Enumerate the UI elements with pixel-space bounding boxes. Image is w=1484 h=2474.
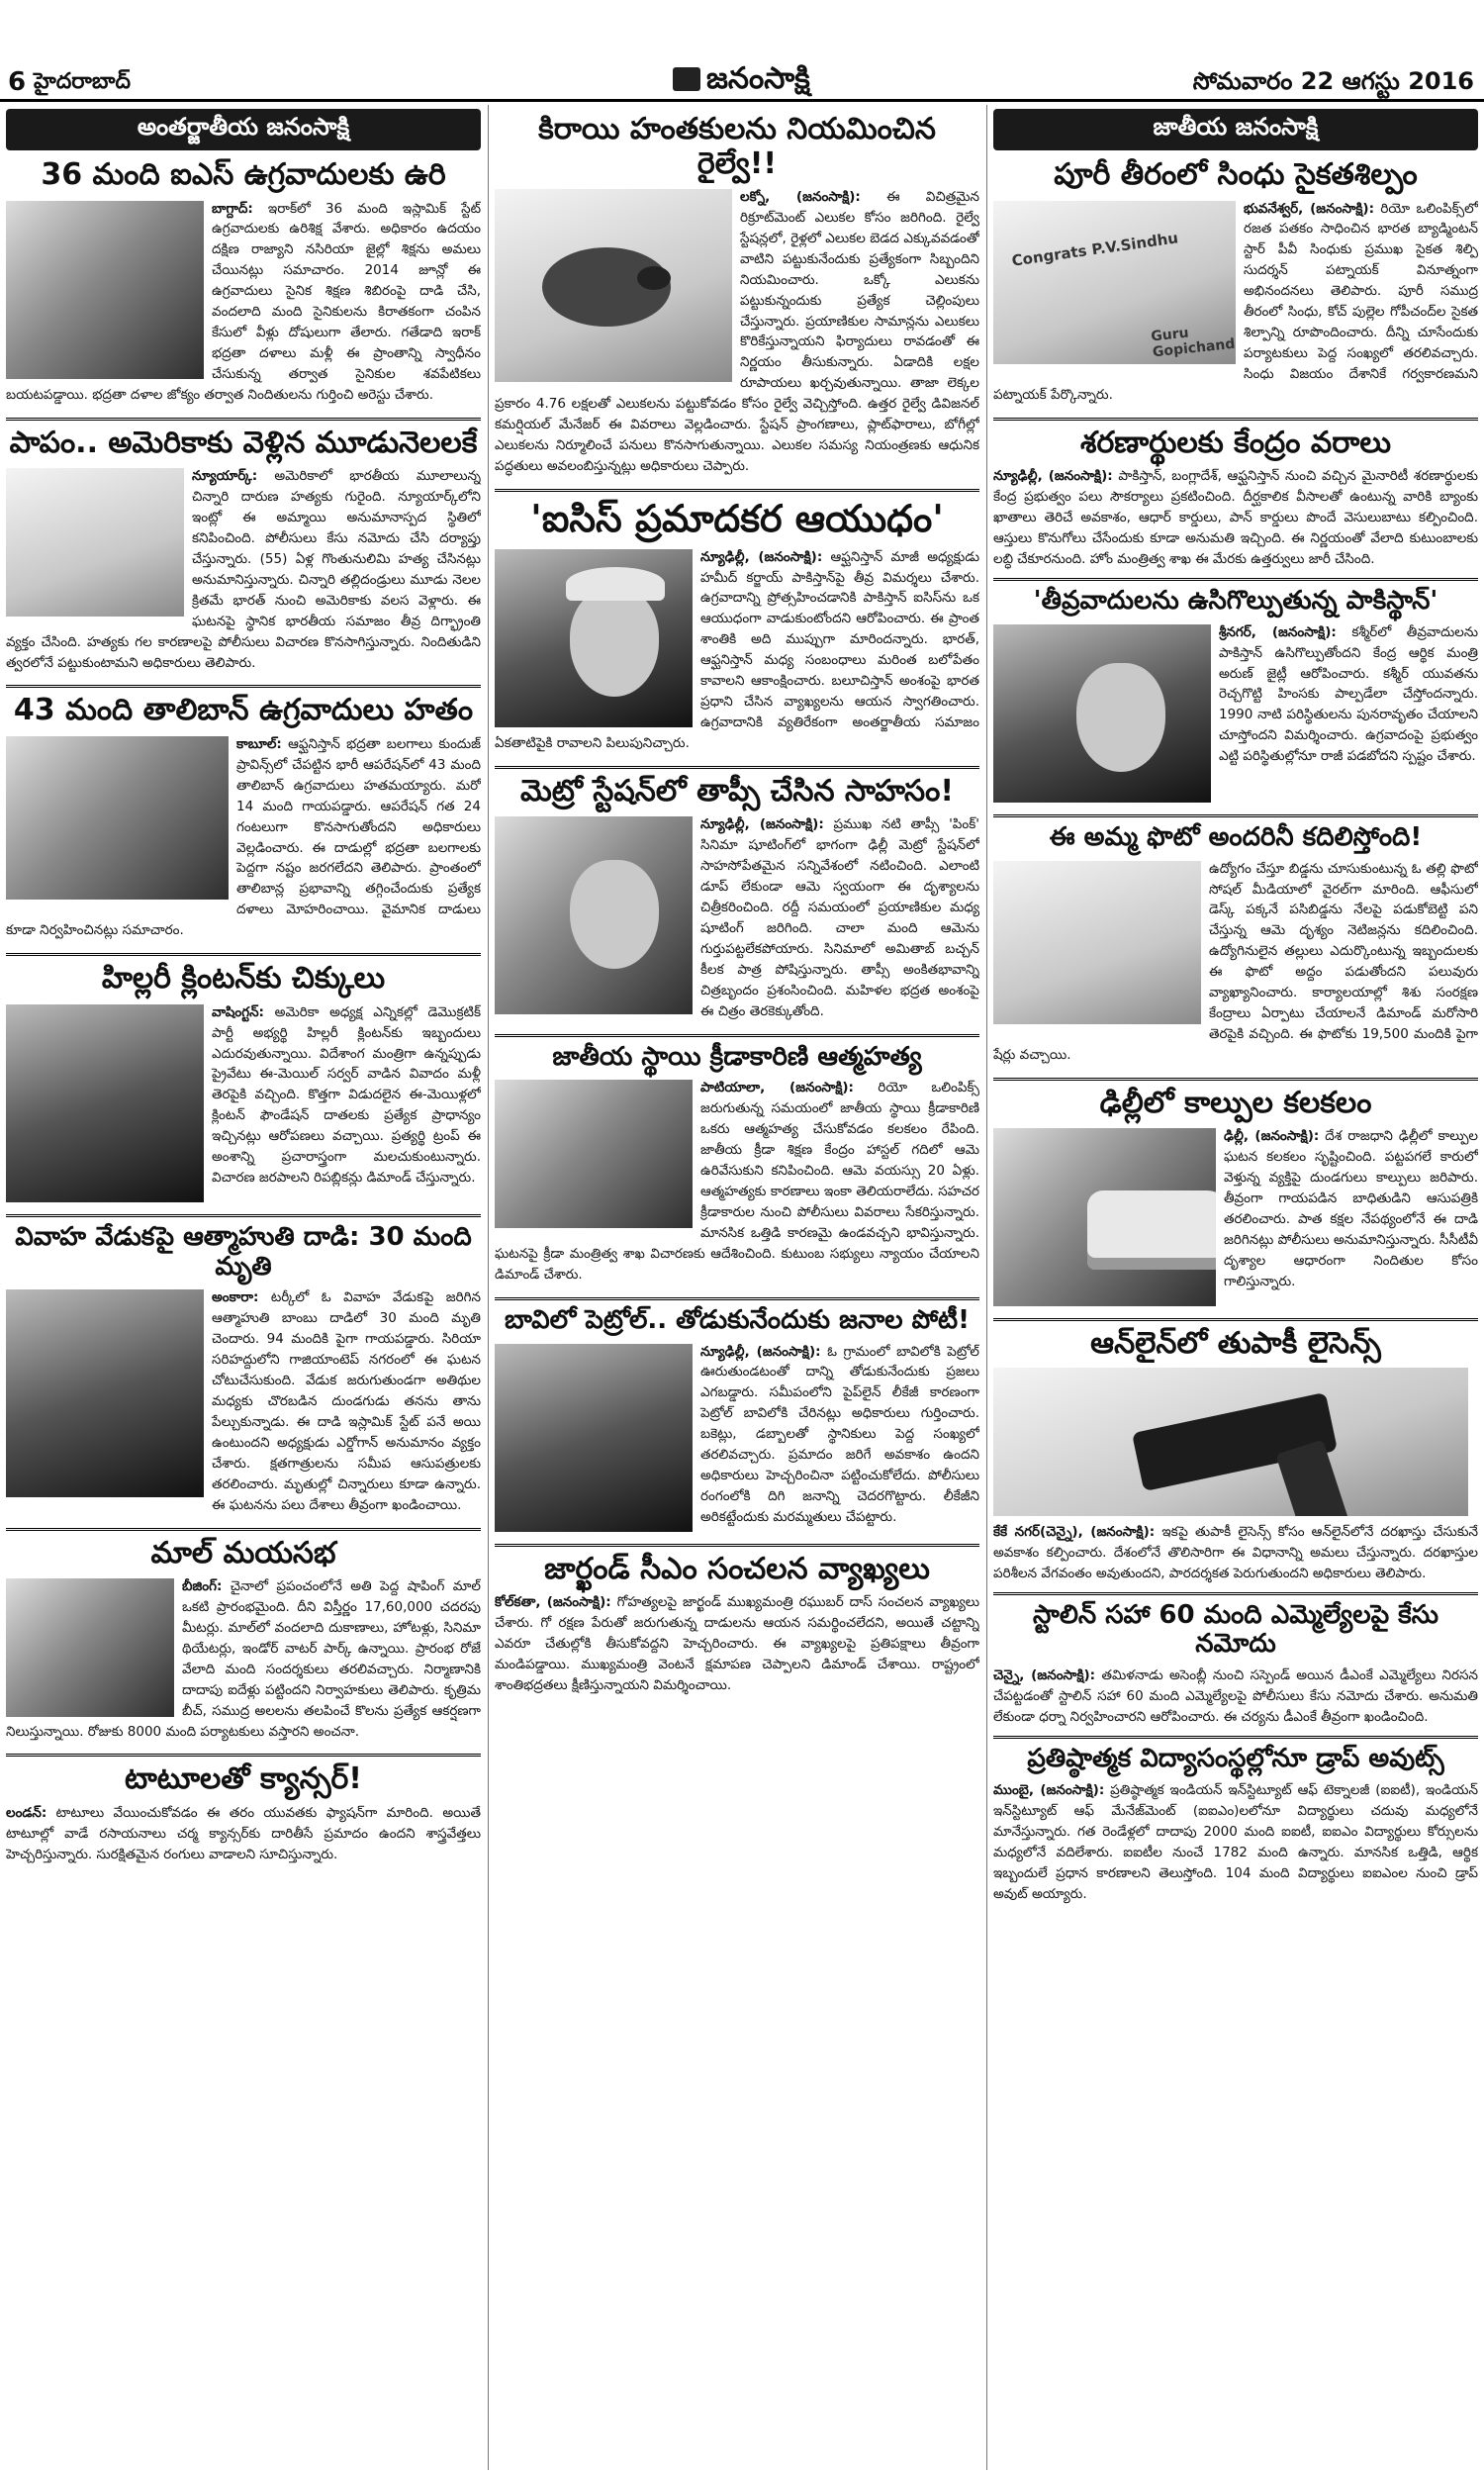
- article-body: అమెరికాలో భారతీయ మూలాలున్న చిన్నారి దారుణ హత్యకు గురైంది. న్యూయార్క్‌లోని ఇంట్లో ఈ అమ్మాయి అనుమానాస్పద స్థితిలో కనిపించింది. పోలీసులు కేసు నమోదు చేసి దర్యాప్తు చేస్తున్నారు. (55) ఏళ్ల గొంతునులిమి హత్య చేసినట్లు అనుమానిస్తున్నారు. చిన్నారి తల్లిదండ్రులు మూడు నెలల క్రితమే భారత్‌ నుంచి అమెరికాకు వలస వెళ్లారు. ఈ ఘటనపై స్థానిక భారతీయ సమాజం తీవ్ర దిగ్భ్రాంతి వ్యక్తం చేసింది. హత్యకు గల కారణాలపై పోలీసులు విచారణ కొనసాగిస్తున్నారు. నిందితుడిని త్వరలోనే పట్టుకుంటామని అధికారులు తెలిపారు.: [6, 468, 481, 671]
- dateline: ఢిల్లీ, (జనంసాక్షి):: [1224, 1128, 1320, 1145]
- article-body: దేశ రాజధాని ఢిల్లీలో కాల్పుల ఘటన కలకలం సృష్టించింది. పట్టపగలే కారులో వెళ్తున్న వ్యక్తిపై దుండగులు కాల్పులు జరిపారు. తీవ్రంగా గాయపడిన బాధితుడిని ఆసుపత్రికి తరలించారు. పాత కక్షల నేపథ్యంలోనే ఈ దాడి జరిగినట్లు పోలీసులు అనుమానిస్తున్నారు. సీసీటీవీ దృశ్యాల ఆధారంగా నిందితుల కోసం గాలిస్తున్నారు.: [1224, 1128, 1478, 1289]
- article-body: ప్రతిష్ఠాత్మక ఇండియన్‌ ఇన్‌స్టిట్యూట్‌ ఆఫ్‌ టెక్నాలజీ (ఐఐటీ), ఇండియన్‌ ఇన్‌స్టిట్యూట్‌ ఆఫ్‌ మేనేజ్‌మెంట్‌ (ఐఐఎం)లలోనూ విద్యార్థులు చదువు మధ్యలోనే మానేస్తున్నారు. గత రెండేళ్లలో దాదాపు 2000 మంది ఐఐటీ, ఐఐఎం విద్యార్థులు కోర్సులను మధ్యలోనే వదిలేశారు. ఐఐటీల నుంచే 1782 మంది ఉన్నారు. మానసిక ఒత్తిడి, ఆర్థిక ఇబ్బందులే ప్రధాన కారణాలని తెలుస్తోంది. 104 మంది విద్యార్థులు ఐఐఎంల నుంచి డ్రాప్‌ అవుట్‌ అయ్యారు.: [993, 1782, 1478, 1902]
- newspaper-brand: [673, 61, 810, 103]
- article-body: ఆఫ్ఘనిస్తాన్‌ భద్రతా బలగాలు కుందుజ్‌ ప్రావిన్స్‌లో చేపట్టిన భారీ ఆపరేషన్‌లో 43 మంది తాలిబాన్‌ ఉగ్రవాదులు హతమయ్యారు. మరో 14 మంది గాయపడ్డారు. ఆపరేషన్‌ గత 24 గంటలుగా కొనసాగుతోందని అధికారులు వెల్లడించారు. ఈ దాడుల్లో భద్రతా బలగాలకు పెద్దగా నష్టం జరగలేదని తెలిపారు. ప్రాంతంలో తాలిబాన్ల ప్రభావాన్ని తగ్గించేందుకు ప్రత్యేక దళాలు మోహరించాయి. వైమానిక దాడులు కూడా నిర్వహించినట్లు సమాచారం.: [6, 735, 481, 939]
- news-photo: [6, 468, 184, 617]
- article-body: ఇకపై తుపాకీ లైసెన్స్‌ కోసం ఆన్‌లైన్‌లోనే దరఖాస్తు చేసుకునే అవకాశం కల్పించారు. దేశంలోనే తొలిసారిగా ఈ విధానాన్ని అమలు చేస్తున్నారు. దరఖాస్తుల పరిశీలన వేగవంతం అవుతుందని, పారదర్శకత పెరుగుతుందని అధికారులు తెలిపారు.: [993, 1523, 1478, 1581]
- article-sindhu-sand-art: [993, 158, 1478, 410]
- article-body: చైనాలో ప్రపంచంలోనే అతి పెద్ద షాపింగ్‌ మాల్‌ ఒకటి ప్రారంభమైంది. దీని విస్తీర్ణం 17,60,000 చదరపు మీటర్లు. మాల్‌లో వందలాది దుకాణాలు, హోటళ్లు, సినిమా థియేటర్లు, ఇండోర్‌ వాటర్‌ పార్క్‌ ఉన్నాయి. ప్రారంభ రోజే వేలాది మంది సందర్శకులు తరలివచ్చారు. నిర్మాణానికి దాదాపు ఐదేళ్లు పట్టిందని నిర్వాహకులు తెలిపారు. కృత్రిమ బీచ్‌, సముద్ర అలలను తలపించే కొలను ప్రత్యేక ఆకర్షణగా నిలుస్తున్నాయి. రోజుకు 8000 మంది పర్యాటకులు వస్తారని అంచనా.: [6, 1578, 481, 1740]
- news-photo: [6, 1578, 174, 1717]
- article-body: ఇరాక్‌లో 36 మంది ఇస్లామిక్‌ స్టేట్‌ ఉగ్రవాదులకు ఉరిశిక్ష వేశారు. అధికారం ఉదయం దక్షిణ రాజ్యాని నసిరియా జైల్లో శిక్షను అమలు చేయినట్లు సమాచారం. 2014 జూన్లో ఈ ఉగ్రవాదులు సైనిక శిక్షణ శిబిరంపై దాడి చేసి, వందలాది మంది సైనికులను కిరాతకంగా చంపిన కేసులో వీళ్లు దోషులుగా తేలారు. గతేడాది ఇరాక్‌ భద్రతా దళాలు మళ్లీ ఈ ప్రాంతాన్ని స్వాధీనం చేసుకున్న తర్వాత సైనికుల శవపేటికలు బయటపడ్డాయి. భద్రతా దళాల జోక్యం తర్వాత నిందితులను గుర్తించి అరెస్టు చేశారు.: [6, 200, 481, 403]
- headline: హిల్లరీ క్లింటన్‌కు చిక్కులు: [6, 953, 481, 997]
- article-taapsee: [495, 766, 979, 1026]
- headline: ప్రతిష్ఠాత్మక విద్యాసంస్థల్లోనూ డ్రాప్‌ అవుట్స్‌: [993, 1736, 1478, 1774]
- headline: 36 మంది ఐఎస్‌ ఉగ్రవాదులకు ఉరి: [41, 157, 446, 192]
- dateline: న్యూఢిల్లీ, (జనంసాక్షి):: [993, 468, 1113, 485]
- dateline: లక్నో, (జనంసాక్షి):: [740, 189, 861, 205]
- news-photo: [6, 736, 229, 900]
- column-divider: [488, 105, 489, 2470]
- dateline: న్యూఢిల్లీ, (జనంసాక్షి):: [700, 816, 824, 833]
- headline: టాటూలతో క్యాన్సర్‌!: [6, 1754, 481, 1797]
- headline: వివాహ వేడుకపై ఆత్మాహుతి దాడి: 30 మంది మృతి: [6, 1214, 481, 1283]
- column-divider: [986, 105, 987, 2470]
- article-gun-license: [993, 1318, 1478, 1583]
- rat-photo: [495, 189, 732, 382]
- dateline: కాబూల్‌:: [236, 735, 282, 752]
- headline: కిరాయి హంతకులను నియమించిన రైల్వే!!: [538, 112, 936, 181]
- article-body: ఓ గ్రామంలో బావిలోకి పెట్రోల్‌ ఊరుతుండటంతో దాన్ని తోడుకునేందుకు ప్రజలు ఎగబడ్డారు. సమీపంలోని పైప్‌లైన్‌ లీకేజీ కారణంగా పెట్రోల్‌ బావిలోకి చేరినట్లు అధికారులు గుర్తించారు. బకెట్లు, డబ్బాలతో స్థానికులు పెద్ద సంఖ్యలో తరలివచ్చారు. ప్రమాదం జరిగే అవకాశం ఉందని అధికారులు హెచ్చరించినా పట్టించుకోలేదు. పోలీసులు రంగంలోకి దిగి జనాన్ని చెదరగొట్టారు. లీకేజీని అరికట్టేందుకు మరమ్మతులు చేపట్టారు.: [700, 1343, 979, 1525]
- article-stalin: [993, 1592, 1478, 1729]
- headline: జార్ఖండ్‌ సీఎం సంచలన వ్యాఖ్యలు: [495, 1544, 979, 1587]
- article-tattoo: [6, 1754, 481, 1864]
- dateline: బీజింగ్‌:: [182, 1578, 223, 1595]
- article-body: రియో ఒలింపిక్స్‌ జరుగుతున్న సమయంలో జాతీయ స్థాయి క్రీడాకారిణి ఒకరు ఆత్మహత్య చేసుకోవడం కలకలం రేపింది. జాతీయ క్రీడా శిక్షణ కేంద్రం హాస్టల్‌ గదిలో ఆమె ఉరివేసుకుని కనిపించింది. ఆమె వయస్సు 20 ఏళ్లు. ఆత్మహత్యకు కారణాలు ఇంకా తెలియరాలేదు. సహచర క్రీడాకారుల నుంచి పోలీసులు వివరాలు సేకరిస్తున్నారు. మానసిక ఒత్తిడి కారణమై ఉండవచ్చని భావిస్తున్నారు. ఘటనపై క్రీడా మంత్రిత్వ శాఖ విచారణకు ఆదేశించింది. కుటుంబ సభ్యులు న్యాయం చేయాలని డిమాండ్‌ చేశారు.: [495, 1080, 979, 1283]
- headline: ఆన్‌లైన్‌లో తుపాకీ లైసెన్స్‌: [993, 1318, 1478, 1362]
- news-photo: [495, 1080, 693, 1228]
- news-photo: [6, 201, 204, 379]
- news-photo: [993, 624, 1211, 803]
- dateline: బాగ్దాద్‌:: [212, 200, 253, 217]
- article-body: తమిళనాడు అసెంబ్లీ నుంచి సస్పెండ్‌ అయిన డీఎంకే ఎమ్మెల్యేలు నిరసన చేపట్టడంతో స్టాలిన్‌ సహా 60 మంది ఎమ్మెల్యేలపై పోలీసులు కేసు నమోదు చేశారు. అనుమతి లేకుండా ధర్నా నిర్వహించారని ఆరోపించారు. ఈ చర్యను డీఎంకే తీవ్రంగా ఖండించింది.: [993, 1667, 1478, 1726]
- article-is-executions: [6, 158, 481, 410]
- right-column: [993, 105, 1478, 2470]
- article-jharkhand-cm: [495, 1544, 979, 1696]
- dateline: పాటియాలా, (జనంసాక్షి):: [700, 1080, 854, 1096]
- article-mother-photo: [993, 814, 1478, 1070]
- headline: శరణార్థులకు కేంద్రం వరాలు: [993, 418, 1478, 461]
- gun-photo: [993, 1368, 1468, 1516]
- article-karzai: [495, 489, 979, 758]
- dateline: శ్రీనగర్‌, (జనంసాక్షి):: [1219, 623, 1337, 640]
- dateline: న్యూయార్క్‌:: [192, 468, 258, 485]
- article-body: ఈ విచిత్రమైన రిక్రూట్‌మెంట్‌ ఎలుకల కోసం జరిగింది. రైల్వే స్టేషన్లలో, రైళ్లలో ఎలుకల బెడద ఎక్కువవడంతో వాటిని పట్టుకునేందుకు ప్రత్యేకంగా సిబ్బందిని నియమించారు. ఒక్కో ఎలుకను పట్టుకున్నందుకు ప్రత్యేక చెల్లింపులు చేస్తున్నారు. ప్రయాణికుల సామాన్లను ఎలుకలు కొరికేస్తున్నాయని ఫిర్యాదులు రావడంతో ఈ నిర్ణయం తీసుకున్నారు. ఏడాదికి లక్షల రూపాయలు ఖర్చవుతున్నాయి. తాజా లెక్కల ప్రకారం 4.76 లక్షలతో ఎలుకలను పట్టుకోవడం కోసం రైల్వే వెచ్చిస్తోంది. ఉత్తర రైల్వే డివిజనల్‌ కమర్షియల్‌ మేనేజర్‌ ఈ వివరాలు వెల్లడించారు. స్టేషన్‌ ప్రాంగణాలు, ప్లాట్‌ఫారాలు, బోగీల్లో ఎలుకలను నిర్మూలించే పనులు కొనసాగుతున్నాయి. ఎలుకల సమస్య నియంత్రణకు ఆధునిక పద్ధతులు అవలంబిస్తున్నట్లు అధికారులు చెప్పారు.: [495, 189, 979, 474]
- article-delhi-firing: [993, 1078, 1478, 1311]
- article-body: ఉద్యోగం చేస్తూ బిడ్డను చూసుకుంటున్న ఓ తల్లి ఫొటో సోషల్‌ మీడియాలో వైరల్‌గా మారింది. ఆఫీసులో డెస్క్‌ పక్కనే పసిబిడ్డను నేలపై పడుకోబెట్టి పని చేస్తున్న ఆమె దృశ్యం నెటిజన్లను కదిలించింది. ఉద్యోగినులైన తల్లులు ఎదుర్కొంటున్న ఇబ్బందులకు ఈ ఫొటో అద్దం పడుతోందని పలువురు వ్యాఖ్యానించారు. కార్యాలయాల్లో శిశు సంరక్షణ కేంద్రాలు ఏర్పాటు చేయాలనే డిమాండ్‌ మరోసారి తెరపైకి వచ్చింది. ఈ ఫొటోకు 19,500 మందికి పైగా షేర్లు వచ్చాయి.: [993, 860, 1478, 1063]
- headline: 'తీవ్రవాదులను ఉసిగొల్పుతున్న పాకిస్థాన్‌': [993, 578, 1478, 617]
- section-banner-national: జాతీయ జనంసాక్షి: [993, 109, 1478, 150]
- article-hillary: [6, 953, 481, 1206]
- logo-icon: [673, 67, 700, 91]
- dateline: న్యూఢిల్లీ, (జనంసాక్షి):: [700, 548, 823, 565]
- headline: పూరీ తీరంలో సింధు సైకతశిల్పం: [1054, 157, 1418, 192]
- masthead-rule: [0, 99, 1484, 102]
- headline: ఈ అమ్మ ఫొటో అందరినీ కదిలిస్తోంది!: [993, 814, 1478, 853]
- article-petrol-well: [495, 1297, 979, 1536]
- dateline: కోల్‌కతా, (జనంసాక్షి):: [495, 1594, 611, 1611]
- dateline: భువనేశ్వర్‌, (జనంసాక్షి):: [1244, 200, 1374, 217]
- article-jaitley: [993, 578, 1478, 807]
- masthead: [0, 0, 1484, 95]
- article-refugees: [993, 418, 1478, 570]
- dateline: చెన్నై, (జనంసాక్షి):: [993, 1667, 1096, 1684]
- headline: మెట్రో స్టేషన్‌లో తాప్సీ చేసిన సాహసం!: [495, 766, 979, 809]
- headline: ఢిల్లీలో కాల్పుల కలకలం: [993, 1078, 1478, 1121]
- dateline: ముంబై, (జనంసాక్షి):: [993, 1782, 1105, 1799]
- article-wedding-attack: [6, 1214, 481, 1520]
- article-taliban: [6, 685, 481, 945]
- article-body: పాకిస్తాన్‌, బంగ్లాదేశ్‌, ఆఫ్ఘనిస్తాన్‌ నుంచి వచ్చిన మైనారిటీ శరణార్థులకు కేంద్ర ప్రభుత్వం పలు సౌకర్యాలు ప్రకటించింది. దీర్ఘకాలిక వీసాలతో ఉంటున్న వారికి బ్యాంకు ఖాతాలు తెరిచే అవకాశం, ఆధార్‌ కార్డులు, పాన్‌ కార్డులు పొందే వెసులుబాటు కల్పించింది. ఆస్తులు కొనుగోలు చేసేందుకు కూడా అనుమతి ఇచ్చింది. ఈ నిర్ణయంతో వేలాది కుటుంబాలకు లబ్ధి చేకూరనుంది. హోం మంత్రిత్వ శాఖ ఈ మేరకు ఉత్తర్వులు జారీ చేసింది.: [993, 468, 1478, 567]
- left-column: [6, 105, 481, 2470]
- news-photo: [6, 1289, 204, 1497]
- news-photo: [993, 1128, 1216, 1306]
- headline: స్టాలిన్‌ సహా 60 మంది ఎమ్మెల్యేలపై కేసు నమోదు: [993, 1592, 1478, 1661]
- article-girl-us: [6, 418, 481, 678]
- dateline: అంకారా:: [212, 1289, 259, 1306]
- headline: మాల్‌ మయసభ: [6, 1528, 481, 1571]
- headline: బావిలో పెట్రోల్‌.. తోడుకునేందుకు జనాల పోటీ!: [495, 1297, 979, 1336]
- article-mall: [6, 1528, 481, 1747]
- news-photo: [495, 816, 693, 1014]
- middle-column: [495, 105, 979, 2470]
- article-body: అమెరికా అధ్యక్ష ఎన్నికల్లో డెమొక్రటిక్‌ పార్టీ అభ్యర్థి హిల్లరీ క్లింటన్‌కు ఇబ్బందులు ఎదురవుతున్నాయి. విదేశాంగ మంత్రిగా ఉన్నప్పుడు ప్రైవేటు ఈ-మెయిల్‌ సర్వర్‌ వాడిన వివాదం మళ్లీ తెరపైకి వచ్చింది. కొత్తగా విడుదలైన ఈ-మెయిళ్లలో క్లింటన్‌ ఫౌండేషన్‌ దాతలకు ప్రత్యేక ప్రాధాన్యం ఇచ్చినట్లు ఆరోపణలు వచ్చాయి. ప్రత్యర్థి ట్రంప్‌ ఈ అంశాన్ని ప్రచారాస్త్రంగా మలచుకుంటున్నారు. విచారణ జరపాలని రిపబ్లికన్లు డిమాండ్‌ చేస్తున్నారు.: [212, 1003, 481, 1187]
- issue-date: సోమవారం 22 ఆగస్టు 2016: [1192, 67, 1474, 95]
- section-banner-international: అంతర్జాతీయ జనంసాక్షి: [6, 109, 481, 150]
- news-photo: [495, 1344, 693, 1532]
- news-photo: [6, 1004, 204, 1202]
- dateline: న్యూఢిల్లీ, (జనంసాక్షి):: [700, 1343, 821, 1360]
- headline: 'ఐసిస్‌ ప్రమాదకర ఆయుధం': [495, 489, 979, 541]
- article-body: టర్కీలో ఓ వివాహ వేడుకపై జరిగిన ఆత్మాహుతి బాంబు దాడిలో 30 మంది మృతి చెందారు. 94 మందికి పైగా గాయపడ్డారు. సిరియా సరిహద్దులోని గాజియాంటెప్‌ నగరంలో ఈ ఘటన చోటుచేసుకుంది. వేడుక జరుగుతుండగా అతిథుల మధ్యకు చొరబడిన దుండగుడు తనను తాను పేల్చుకున్నాడు. ఈ దాడి ఇస్లామిక్‌ స్టేట్‌ పనే అయి ఉంటుందని అధ్యక్షుడు ఎర్డోగాన్‌ అనుమానం వ్యక్తం చేశారు. క్షతగాత్రులను సమీప ఆసుపత్రులకు తరలించారు. మృతుల్లో చిన్నారులు కూడా ఉన్నారు. ఈ ఘటనను పలు దేశాలు తీవ్రంగా ఖండించాయి.: [212, 1289, 481, 1513]
- brand-text: జనంసాక్షి: [706, 61, 810, 96]
- news-photo: [993, 861, 1201, 1024]
- news-photo: [495, 549, 693, 727]
- article-athlete: [495, 1034, 979, 1289]
- article-railway-rats: [495, 113, 979, 481]
- headline: పాపం.. అమెరికాకు వెళ్లిన మూడునెలలకే: [6, 418, 481, 461]
- edition-city: హైదరాబాద్: [34, 69, 131, 94]
- article-body: గోహత్యలపై జార్ఖండ్‌ ముఖ్యమంత్రి రఘుబర్‌ దాస్‌ సంచలన వ్యాఖ్యలు చేశారు. గో రక్షణ పేరుతో జరుగుతున్న దాడులను ఆయన సమర్థించలేదని, అయితే చట్టాన్ని ఎవరూ చేతుల్లోకి తీసుకోవద్దని హెచ్చరించారు. ఈ వ్యాఖ్యలపై ప్రతిపక్షాలు తీవ్రంగా మండిపడ్డాయి. ముఖ్యమంత్రి వెంటనే క్షమాపణ చెప్పాలని డిమాండ్‌ చేశాయి. రాష్ట్రంలో శాంతిభద్రతలు క్షీణిస్తున్నాయని విమర్శించాయి.: [495, 1594, 979, 1693]
- headline: జాతీయ స్థాయి క్రీడాకారిణి ఆత్మహత్య: [495, 1034, 979, 1073]
- sand-art-caption: Congrats P.V.Sindhu: [1010, 228, 1180, 270]
- sand-art-photo: [993, 201, 1236, 364]
- article-body: కశ్మీర్‌లో తీవ్రవాదులను పాకిస్తాన్‌ ఉసిగొల్పుతోందని కేంద్ర ఆర్థిక మంత్రి అరుణ్‌ జైట్లీ ఆరోపించారు. కశ్మీర్‌ యువతను రెచ్చగొట్టి హింసకు పాల్పడేలా చేస్తోందన్నారు. 1990 నాటి పరిస్థితులను పునరావృతం చేయాలని చూస్తోందని విమర్శించారు. ఉగ్రవాదంపై ప్రభుత్వం ఎట్టి పరిస్థితుల్లోనూ రాజీ పడబోదని స్పష్టం చేశారు.: [1219, 623, 1478, 765]
- article-dropouts: [993, 1736, 1478, 1904]
- article-body: టాటూలు వేయించుకోవడం ఈ తరం యువతకు ఫ్యాషన్‌గా మారింది. అయితే టాటూల్లో వాడే రసాయనాలు చర్మ క్యాన్సర్‌కు దారితీసే ప్రమాదం ఉందని శాస్త్రవేత్తలు హెచ్చరిస్తున్నారు. సురక్షితమైన రంగులు వాడాలని సూచిస్తున్నారు.: [6, 1804, 481, 1862]
- dateline: కేకే నగర్‌(చెన్నై), (జనంసాక్షి):: [993, 1523, 1156, 1540]
- dateline: వాషింగ్టన్‌:: [212, 1003, 264, 1020]
- headline: 43 మంది తాలిబాన్‌ ఉగ్రవాదులు హతం: [6, 685, 481, 728]
- sand-art-caption: Guru Gopichand: [1150, 325, 1236, 360]
- page-number: 6: [8, 67, 27, 97]
- article-body: ప్రముఖ నటి తాప్సీ 'పింక్‌' సినిమా షూటింగ్‌లో భాగంగా ఢిల్లీ మెట్రో స్టేషన్‌లో సాహసోపేతమైన సన్నివేశంలో నటించింది. ఎలాంటి డూప్‌ లేకుండా ఆమె స్వయంగా ఈ దృశ్యాలను చిత్రీకరించింది. రద్దీ సమయంలో ప్రయాణికుల మధ్య షూటింగ్‌ జరిగింది. చాలా మంది ఆమెను గుర్తుపట్టలేకపోయారు. సినిమాలో అమితాబ్‌ బచ్చన్‌ కీలక పాత్ర పోషిస్తున్నారు. తాప్సీ అంకితభావాన్ని చిత్రబృందం ప్రశంసించింది. మహిళల భద్రత అంశంపై ఈ చిత్రం తెరకెక్కుతోంది.: [700, 816, 979, 1019]
- article-body: రియో ఒలింపిక్స్‌లో రజత పతకం సాధించిన భారత బ్యాడ్మింటన్‌ స్టార్‌ పీవీ సింధుకు ప్రముఖ సైకత శిల్పి సుదర్శన్‌ పట్నాయక్‌ వినూత్నంగా అభినందనలు తెలిపారు. పూరీ సముద్ర తీరంలో సింధు, కోచ్‌ పుల్లెల గోపీచంద్‌ల సైకత శిల్పాన్ని రూపొందించారు. దీన్ని చూసేందుకు పర్యాటకులు పెద్ద సంఖ్యలో తరలివచ్చారు. సింధు విజయం దేశానికే గర్వకారణమని పట్నాయక్‌ పేర్కొన్నారు.: [993, 200, 1478, 403]
- article-body: ఆఫ్ఘనిస్తాన్‌ మాజీ అధ్యక్షుడు హమీద్‌ కర్జాయ్‌ పాకిస్తాన్‌పై తీవ్ర విమర్శలు చేశారు. ఉగ్రవాదాన్ని ప్రోత్సహించడానికి పాకిస్తాన్‌ ఐసిస్‌ను ఒక ఆయుధంగా వాడుకుంటోందని ఆరోపించారు. ఈ ప్రాంత శాంతికి అది ముప్పుగా మారిందన్నారు. భారత్‌, ఆఫ్ఘనిస్తాన్‌ మధ్య సంబంధాలు మరింత బలోపేతం కావాలని ఆకాంక్షించారు. బలూచిస్తాన్‌ అంశంపై భారత ప్రధాని చేసిన వ్యాఖ్యలను ఆయన స్వాగతించారు. ఉగ్రవాదానికి వ్యతిరేకంగా అంతర్జాతీయ సమాజం ఏకతాటిపైకి రావాలని పిలుపునిచ్చారు.: [495, 548, 979, 751]
- dateline: లండన్‌:: [6, 1804, 47, 1821]
